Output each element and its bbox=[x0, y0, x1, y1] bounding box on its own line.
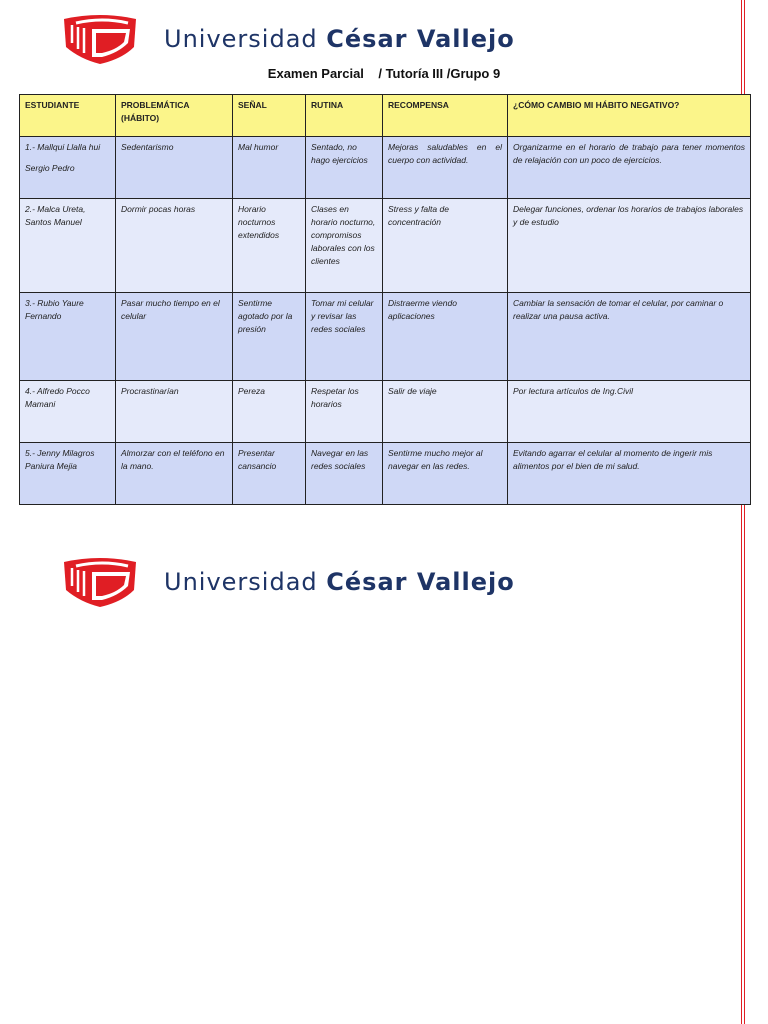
university-name-bold: César Vallejo bbox=[326, 568, 515, 596]
cell-reward: Distraerme viendo aplicaciones bbox=[383, 293, 508, 381]
exam-title: Examen Parcial / Tutoría III /Grupo 9 bbox=[267, 66, 501, 81]
cell-problem: Procrastinarían bbox=[116, 381, 233, 443]
university-header bbox=[62, 13, 515, 65]
cell-problem: Almorzar con el teléfono en la mano. bbox=[116, 443, 233, 505]
cell-reward: Salir de viaje bbox=[383, 381, 508, 443]
cell-change: Evitando agarrar el celular al momento de ingerir mis alimentos por el bien de mi salud. bbox=[508, 443, 751, 505]
university-name-bold: César Vallejo bbox=[326, 25, 515, 53]
cell-problem: Pasar mucho tiempo en el celular bbox=[116, 293, 233, 381]
table-row bbox=[20, 443, 751, 505]
cell-problem: Dormir pocas horas bbox=[116, 199, 233, 293]
university-name bbox=[164, 25, 515, 53]
student-name-line: Sergio Pedro bbox=[25, 163, 75, 173]
cell-reward: Stress y falta de concentración bbox=[383, 199, 508, 293]
cell-student: 4.- Alfredo Pocco Mamani bbox=[20, 381, 116, 443]
university-name-light: Universidad bbox=[164, 568, 318, 596]
column-header-reward: RECOMPENSA bbox=[383, 95, 508, 137]
cell-signal: Horario nocturnos extendidos bbox=[233, 199, 306, 293]
cell-problem: Sedentarismo bbox=[116, 137, 233, 199]
cell-signal: Sentirme agotado por la presión bbox=[233, 293, 306, 381]
cell-routine: Sentado, no hago ejercicios bbox=[306, 137, 383, 199]
cell-routine: Navegar en las redes sociales bbox=[306, 443, 383, 505]
cell-change: Cambiar la sensación de tomar el celular, por caminar o realizar una pausa activa. bbox=[508, 293, 751, 381]
habit-table bbox=[19, 94, 751, 505]
column-header-change: ¿CÓMO CAMBIO MI HÁBITO NEGATIVO? bbox=[508, 95, 751, 137]
student-name-line: 1.- Mallqui Llalla hui bbox=[25, 142, 101, 152]
ucv-shield-logo-icon bbox=[62, 13, 138, 65]
university-header bbox=[62, 556, 515, 608]
cell-routine: Clases en horario nocturno, compromisos laborales con los clientes bbox=[306, 199, 383, 293]
table-header-row bbox=[20, 95, 751, 137]
cell-change: Organizarme en el horario de trabajo para tener momentos de relajación con un poco de ejercicios. bbox=[508, 137, 751, 199]
column-header-signal: SEÑAL bbox=[233, 95, 306, 137]
cell-student: 5.- Jenny Milagros Paniura Mejia bbox=[20, 443, 116, 505]
cell-student: 3.- Rubio Yaure Fernando bbox=[20, 293, 116, 381]
university-name-light: Universidad bbox=[164, 25, 318, 53]
cell-student bbox=[20, 137, 116, 199]
cell-student: 2.- Malca Ureta, Santos Manuel bbox=[20, 199, 116, 293]
cell-change: Por lectura artículos de Ing.Civil bbox=[508, 381, 751, 443]
table-row bbox=[20, 137, 751, 199]
cell-change: Delegar funciones, ordenar los horarios de trabajos laborales y de estudio bbox=[508, 199, 751, 293]
column-header-problem: PROBLEMÁTICA (HÁBITO) bbox=[116, 95, 233, 137]
cell-reward: Mejoras saludables en el cuerpo con actividad. bbox=[383, 137, 508, 199]
column-header-routine: RUTINA bbox=[306, 95, 383, 137]
ucv-shield-logo-icon bbox=[62, 556, 138, 608]
table-row bbox=[20, 293, 751, 381]
cell-signal: Pereza bbox=[233, 381, 306, 443]
table-row bbox=[20, 381, 751, 443]
cell-routine: Tomar mi celular y revisar las redes sociales bbox=[306, 293, 383, 381]
cell-signal: Presentar cansancio bbox=[233, 443, 306, 505]
column-header-student: ESTUDIANTE bbox=[20, 95, 116, 137]
cell-signal: Mal humor bbox=[233, 137, 306, 199]
cell-routine: Respetar los horarios bbox=[306, 381, 383, 443]
university-name bbox=[164, 568, 515, 596]
table-row bbox=[20, 199, 751, 293]
cell-reward: Sentirme mucho mejor al navegar en las redes. bbox=[383, 443, 508, 505]
